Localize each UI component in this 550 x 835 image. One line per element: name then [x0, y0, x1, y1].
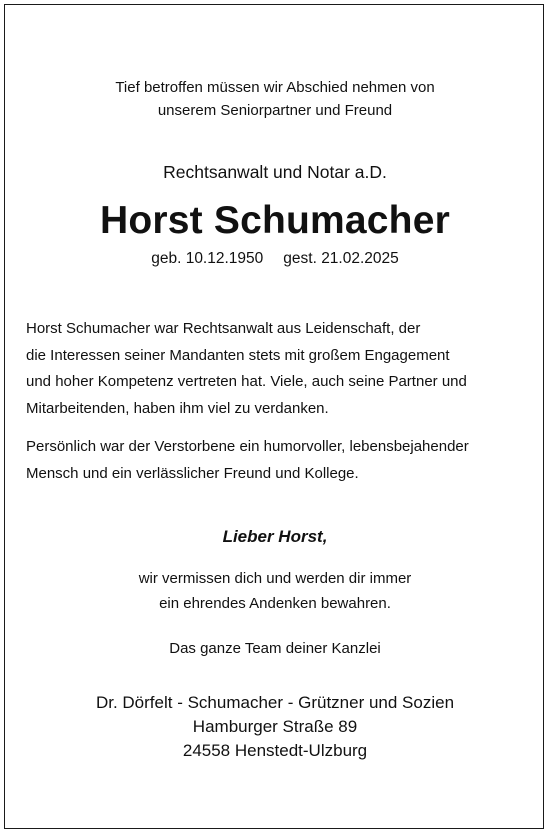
birth-date: geb. 10.12.1950 — [151, 250, 264, 267]
remembrance-text — [0, 566, 550, 616]
profession-title: Rechtsanwalt und Notar a.D. — [163, 162, 387, 182]
salutation: Lieber Horst, — [222, 527, 328, 546]
paragraph-line: Persönlich war der Verstorbene ein humorvoller, lebensbejahender — [26, 438, 469, 455]
street-address: Hamburger Straße 89 — [192, 717, 358, 736]
tribute-paragraph — [26, 316, 536, 422]
remembrance-line: wir vermissen dich und werden dir immer — [138, 570, 412, 587]
intro-line: Tief betroffen müssen wir Abschied nehmen von — [115, 79, 435, 96]
paragraph-line: Mensch und ein verlässlicher Freund und Kollege. — [26, 464, 359, 482]
personal-paragraph — [26, 434, 536, 487]
life-dates — [0, 248, 550, 270]
intro-line: unserem Seniorpartner und Freund — [157, 102, 393, 119]
paragraph-line: Mitarbeitenden, haben ihm viel zu verdanken. — [26, 399, 329, 417]
death-date: gest. 21.02.2025 — [283, 250, 399, 267]
remembrance-line: ein ehrendes Andenken bewahren. — [159, 595, 391, 612]
paragraph-line: die Interessen seiner Mandanten stets mit großem Engagement — [26, 346, 450, 364]
paragraph-line: Horst Schumacher war Rechtsanwalt aus Leidenschaft, der — [26, 320, 421, 337]
signature: Das ganze Team deiner Kanzlei — [169, 640, 381, 657]
deceased-name: Horst Schumacher — [100, 199, 450, 242]
city-address: 24558 Henstedt-Ulzburg — [182, 741, 368, 760]
intro-text — [0, 76, 550, 122]
paragraph-line: und hoher Kompetenz vertreten hat. Viele, auch seine Partner und — [26, 373, 467, 390]
firm-address — [0, 691, 550, 763]
firm-name: Dr. Dörfelt - Schumacher - Grützner und Sozien — [95, 693, 455, 712]
